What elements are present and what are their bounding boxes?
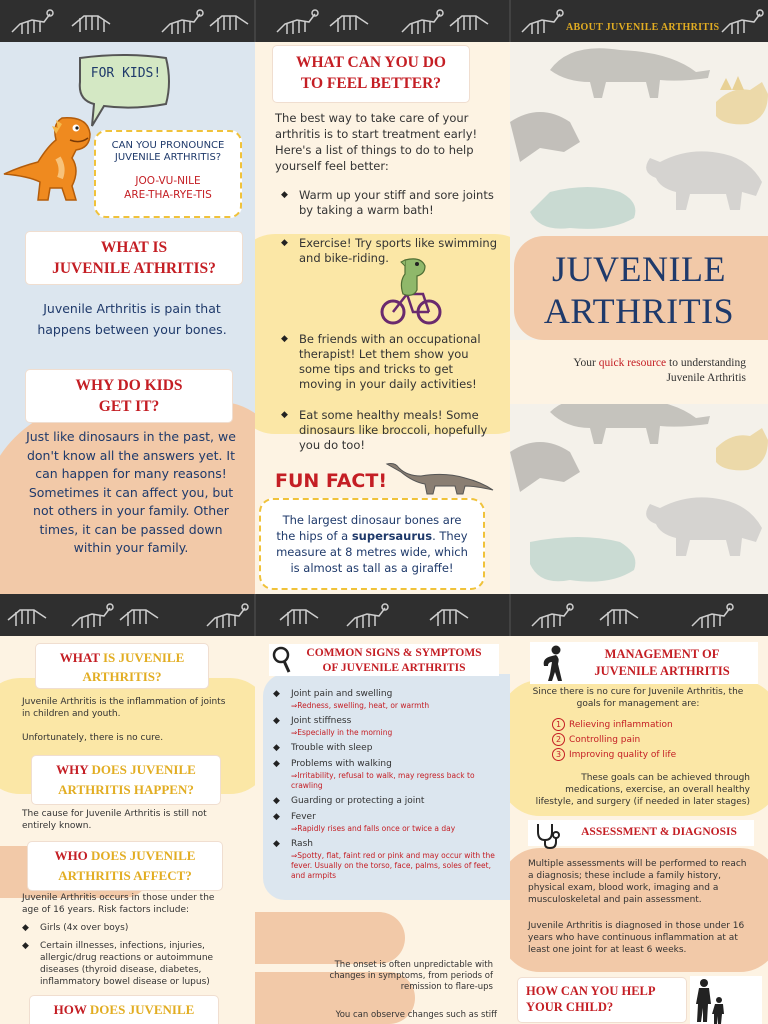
symptoms-title-1: COMMON SIGNS & SYMPTOMS (306, 647, 482, 659)
how-rest: DOES JUVENILE (86, 1002, 195, 1017)
what-is-title-1: WHAT IS (100, 239, 168, 256)
symptom-name: ◆ Problems with walking (291, 758, 501, 770)
fun-fact-text-pre: The largest dinosaur bones are the hips of a (276, 513, 462, 543)
symptom-list (291, 688, 501, 881)
symptom-name: ◆ Guarding or protecting a joint (291, 795, 501, 807)
panel-for-kids (0, 42, 255, 594)
what-word: WHAT (59, 650, 100, 665)
onset-text: The onset is often unpredictable with changes in symptoms, from periods of remission to flare-ups (329, 960, 493, 992)
symptom-detail: ⇒Redness, swelling, heat, or warmth (291, 701, 430, 710)
goal-number: 2 (552, 733, 565, 746)
symptom-name: ◆ Rash (291, 838, 501, 850)
who-word: WHO (54, 848, 88, 863)
what-rest: IS JUVENILE (99, 650, 185, 665)
goal-item (552, 733, 752, 746)
management-title-1: MANAGEMENT OF (604, 647, 720, 661)
pronounce-line-2: ARE-THA-RYE-TIS (124, 189, 212, 201)
what-body-1: Juvenile Arthritis is the inflammation of joints in children and youth. (22, 697, 226, 719)
cover-subtitle-pre: Your (573, 357, 599, 369)
feel-better-title-2: TO FEEL BETTER? (300, 75, 442, 92)
fossil-border-middle (0, 594, 768, 636)
parent-child-icon (692, 978, 732, 1024)
symptom-name: ◆ Joint pain and swelling (291, 688, 501, 700)
who-rest: DOES JUVENILE (87, 848, 196, 863)
symptoms-title-2: OF JUVENILE ARTHRITIS (322, 662, 466, 674)
why-word: WHY (56, 762, 89, 777)
fossil-border-top (0, 0, 768, 42)
goal-text: Improving quality of life (569, 749, 677, 760)
fun-fact-supersaurus: supersaurus (351, 529, 433, 543)
symptom-name: ◆ Trouble with sleep (291, 742, 501, 754)
management-body: These goals can be achieved through medications, exercise, an overall healthy lifestyle, and surgery (if needed in later stages) (535, 773, 750, 807)
why-title-2: GET IT? (98, 398, 160, 415)
panel-management (510, 636, 768, 1024)
goal-list (552, 718, 752, 761)
why-happen-body: The cause for Juvenile Arthritis is still not entirely known. (22, 809, 207, 831)
cover-subtitle-post: to understanding (666, 357, 746, 369)
cover-subtitle-highlight: quick resource (598, 357, 667, 369)
assessment-title: ASSESSMENT & DIAGNOSIS (581, 826, 737, 838)
who-body: Juvenile Arthritis occurs in those under the age of 16 years. Risk factors include: (22, 893, 215, 915)
symptom-name: ◆ Fever (291, 811, 501, 823)
what-is-title-2: JUVENILE ATHRITIS? (52, 260, 216, 277)
risk-item-2: ◆ Certain illnesses, infections, injuries, allergic/drug reactions or autoimmune diseases (thyroid disease, diabetes, inflammatory bowel disease or lupus) (40, 940, 230, 988)
cover-subtitle-line2: Juvenile Arthritis (666, 372, 746, 384)
assessment-body-2: Juvenile Arthritis is diagnosed in those under 16 years who have continuous inflammation at at least one joint for at least 6 weeks. (528, 921, 745, 955)
tip-item-3: ◆ Be friends with an occupational therapist! Let them show you some tips and tricks to get moving in your daily activities! (299, 332, 499, 392)
about-label: ABOUT JUVENILE ARTHRITIS (566, 22, 720, 33)
pronounce-line-1: JOO-VU-NILE (135, 175, 201, 187)
bike-dinosaur-icon (379, 254, 445, 330)
feel-better-heading (273, 46, 469, 102)
why-rest-2: ARTHRITIS HAPPEN? (58, 782, 194, 797)
how-word: HOW (53, 1002, 87, 1017)
fun-fact-text-post: . They measure at 8 metres wide, which is almost as tall as a giraffe! (276, 529, 468, 575)
stethoscope-icon (532, 820, 562, 850)
fossil-pattern-icon (0, 594, 768, 636)
goal-item (552, 718, 752, 731)
stretching-person-icon (538, 644, 568, 682)
fun-fact-title: FUN FACT! (275, 470, 387, 492)
goal-text: Relieving inflammation (569, 719, 673, 730)
symptom-name: ◆ Joint stiffness (291, 715, 501, 727)
tip-item-4: ◆ Eat some healthy meals! Some dinosaurs like broccoli, hopefully you do too! (299, 408, 499, 453)
feel-better-intro: The best way to take care of your arthritis is to start treatment early! Here's a list of things to do to help yourself feel better: (275, 111, 478, 173)
why-heading (26, 370, 232, 422)
what-body-2: Unfortunately, there is no cure. (22, 733, 164, 743)
goal-item (552, 748, 752, 761)
what-is-heading (26, 232, 242, 284)
goal-text: Controlling pain (569, 734, 641, 745)
panel-feel-better (255, 42, 510, 594)
pronounce-box (94, 130, 242, 218)
what-is-body: Juvenile Arthritis is pain that happens between your bones. (37, 301, 227, 337)
fun-fact-box (259, 498, 485, 590)
orange-dinosaur-icon (2, 112, 94, 204)
symptom-detail: ⇒Irritability, refusal to walk, may regress back to crawling (291, 771, 475, 790)
management-title-2: JUVENILE ARTHRITIS (594, 664, 730, 678)
panel-about-ja (0, 636, 255, 1024)
help-title-2: YOUR CHILD? (526, 1000, 614, 1014)
management-intro: Since there is no cure for Juvenile Arthritis, the goals for management are: (532, 687, 744, 709)
decor-peach-blob (255, 912, 405, 964)
help-heading (518, 978, 686, 1022)
who-heading (28, 842, 222, 890)
pronounce-term: JUVENILE ARTHRITIS? (114, 152, 222, 163)
pronounce-question: CAN YOU PRONOUNCE (111, 140, 225, 151)
panel-symptoms (255, 636, 510, 1024)
assessment-body-1: Multiple assessments will be performed to reach a diagnosis; these include a family history, physical exam, blood work, imaging and a musculoskeletal and pain assessment. (528, 859, 747, 905)
magnifier-icon (271, 646, 293, 674)
fossil-pattern-icon (0, 0, 768, 42)
symptom-detail: ⇒Rapidly rises and falls once or twice a day (291, 824, 456, 833)
why-rest: DOES JUVENILE (88, 762, 196, 777)
why-body: Just like dinosaurs in the past, we don't know all the answers yet. It can happen for many reasons! Sometimes it can affect you, but not others in your family. Other times, it can be passed down within your family. (26, 429, 236, 555)
what-rest-2: ARTHRITIS? (82, 669, 162, 684)
symptom-detail: ⇒Spotty, flat, faint red or pink and may occur with the fever. Usually on the torso, face, palms, soles of feet, and armpits (291, 851, 495, 880)
panel-cover (510, 42, 768, 594)
symptom-detail: ⇒Especially in the morning (291, 728, 393, 737)
tip-item-2: ◆ Exercise! Try sports like swimming and bike-riding. (299, 236, 499, 266)
goal-number: 1 (552, 718, 565, 731)
cover-subtitle (520, 356, 746, 386)
what-heading (36, 644, 208, 688)
cover-title-2: ARTHRITIS (543, 291, 735, 331)
risk-item-1: ◆ Girls (4x over boys) (40, 922, 230, 934)
why-happen-heading (32, 756, 220, 804)
who-rest-2: ARTHRITIS AFFECT? (58, 868, 192, 883)
cover-title-1: JUVENILE (552, 249, 726, 289)
brachiosaurus-icon (385, 460, 495, 496)
why-title-1: WHY DO KIDS (75, 377, 183, 394)
tip-item-1: ◆ Warm up your stiff and sore joints by taking a warm bath! (299, 188, 499, 218)
observe-text: You can observe changes such as stiff (335, 1010, 497, 1020)
feel-better-title-1: WHAT CAN YOU DO (296, 54, 446, 71)
for-kids-label: FOR KIDS! (90, 66, 162, 81)
goal-number: 3 (552, 748, 565, 761)
help-title-1: HOW CAN YOU HELP (526, 984, 656, 998)
how-heading (30, 996, 218, 1024)
